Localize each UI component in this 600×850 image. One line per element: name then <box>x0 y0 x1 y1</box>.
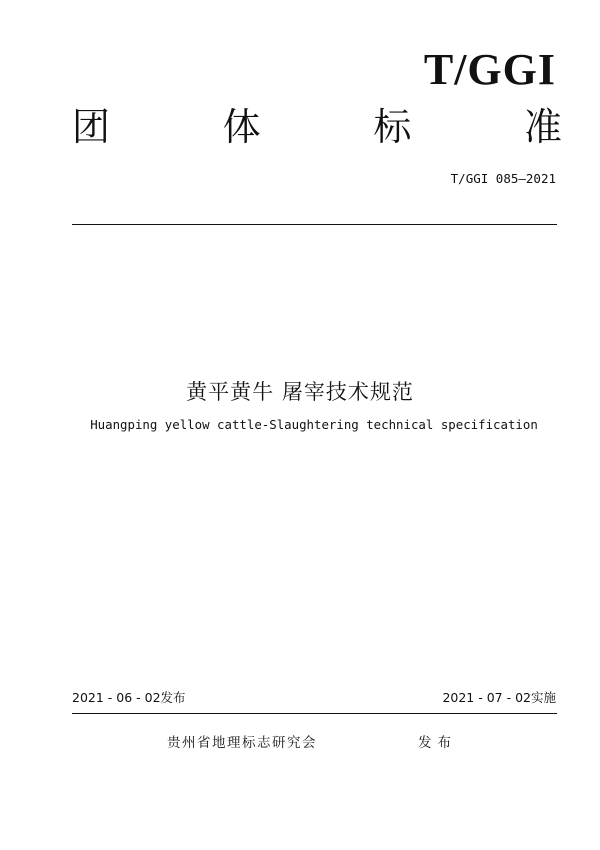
top-divider <box>72 224 557 225</box>
standard-type-char: 标 <box>373 105 412 149</box>
standard-type-char: 准 <box>523 105 562 149</box>
document-title-en: Huangping yellow cattle-Slaughtering technical specification <box>90 417 538 432</box>
standard-type-char: 体 <box>222 105 261 149</box>
bottom-divider <box>72 713 557 714</box>
standard-number: T/GGI 085—2021 <box>450 171 556 186</box>
org-code: T/GGI <box>423 45 556 94</box>
standard-type-char: 团 <box>72 105 111 149</box>
publish-label: 发布 <box>418 735 457 751</box>
document-title-zh: 黄平黄牛 屠宰技术规范 <box>186 380 414 404</box>
publisher-name: 贵州省地理标志研究会 <box>167 735 317 751</box>
publish-date: 2021 - 06 - 02发布 <box>72 690 186 705</box>
standard-type <box>72 105 562 149</box>
implement-date: 2021 - 07 - 02实施 <box>442 690 556 705</box>
